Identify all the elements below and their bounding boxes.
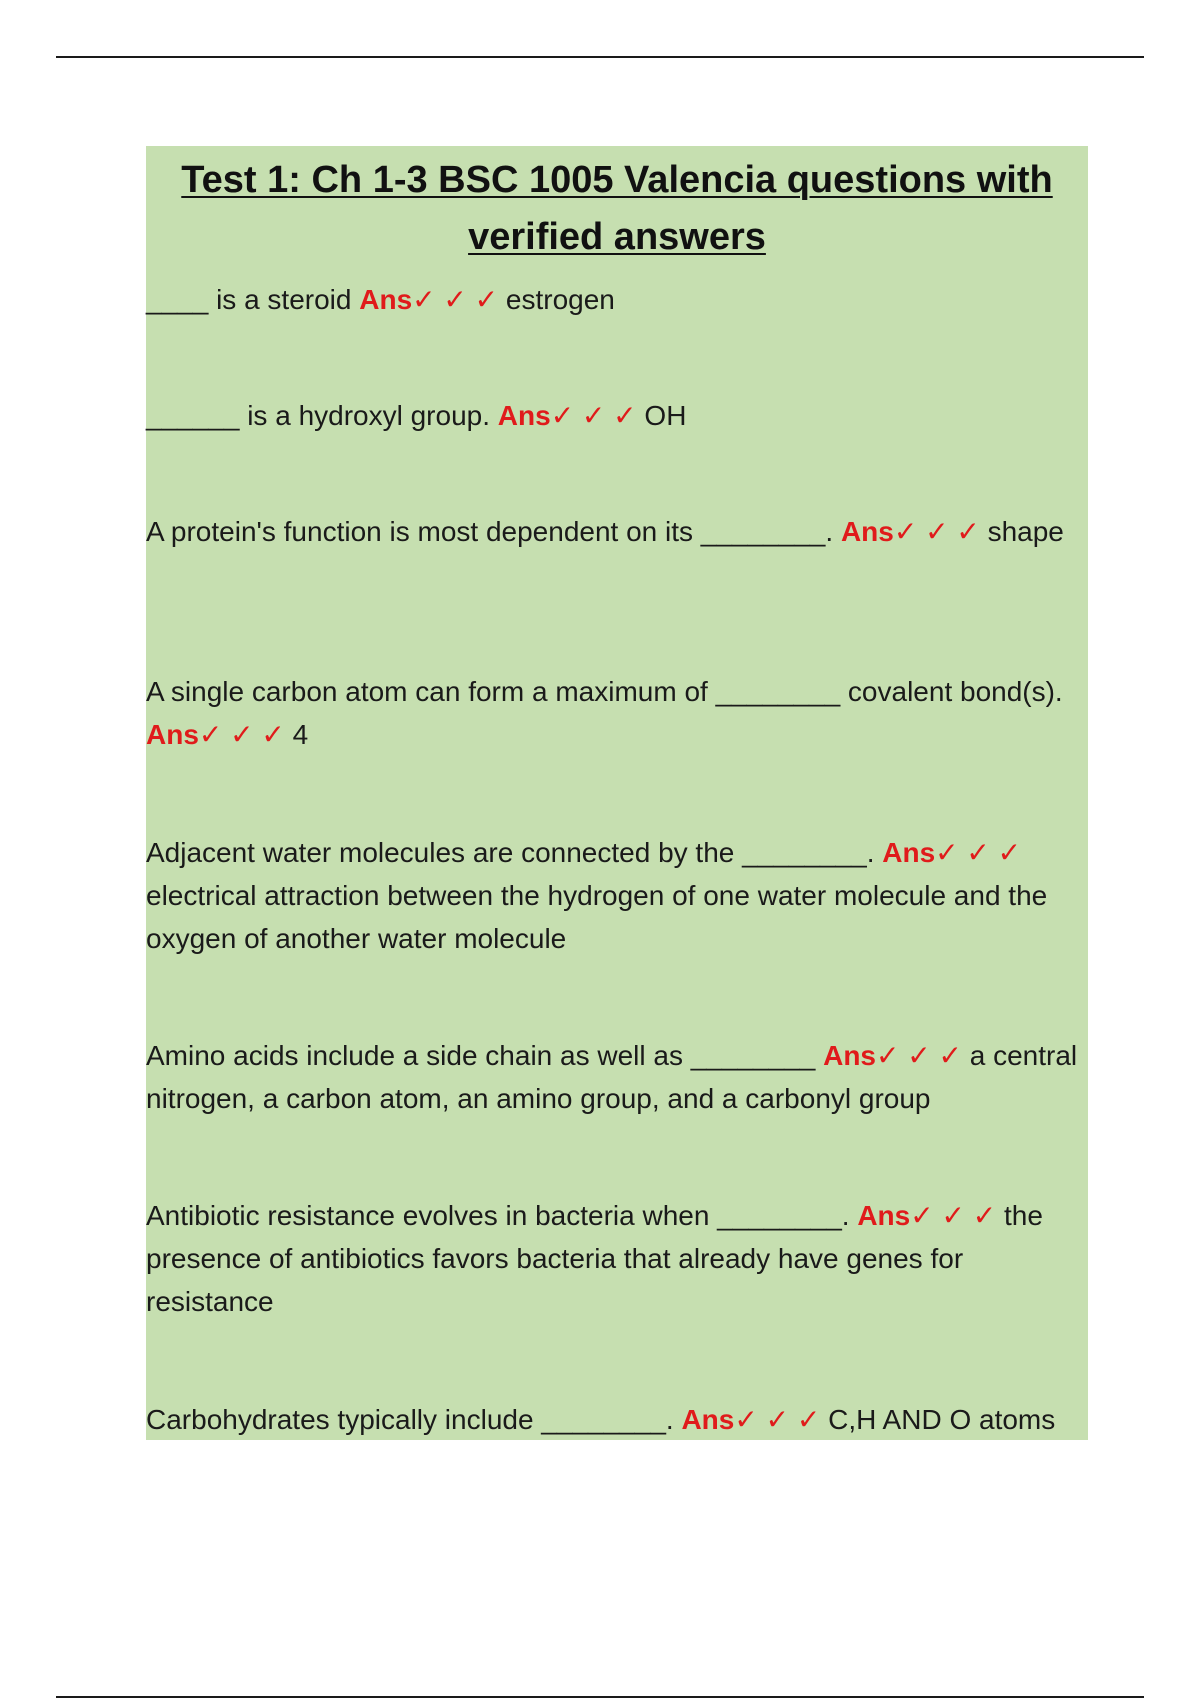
qa-item	[146, 510, 1086, 553]
answer-text: the presence of antibiotics favors bacteria that already have genes for resistance	[146, 1200, 1043, 1317]
qa-block	[146, 146, 1088, 1440]
answer-text: C,H AND O atoms	[820, 1404, 1056, 1435]
ans-label: Ans	[681, 1404, 735, 1435]
ans-label: Ans	[497, 400, 551, 431]
ans-label: Ans	[857, 1200, 911, 1231]
qa-item	[146, 278, 1086, 321]
ans-label: Ans	[359, 284, 413, 315]
question-text: Antibiotic resistance evolves in bacteria when ________.	[146, 1200, 858, 1231]
answer-text: electrical attraction between the hydrogen of one water molecule and the oxygen of another water molecule	[146, 880, 1048, 954]
question-text: ____ is a steroid	[146, 284, 360, 315]
question-text: Amino acids include a side chain as well as ________	[146, 1040, 824, 1071]
bottom-divider	[56, 1696, 1144, 1698]
check-icon: ✓ ✓ ✓	[935, 837, 1022, 868]
check-icon: ✓ ✓ ✓	[550, 400, 637, 431]
ans-label: Ans	[840, 516, 894, 547]
question-text: Adjacent water molecules are connected by the ________.	[146, 837, 883, 868]
answer-text: estrogen	[498, 284, 615, 315]
check-icon: ✓ ✓ ✓	[412, 284, 499, 315]
answer-text: a central nitrogen, a carbon atom, an amino group, and a carbonyl group	[146, 1040, 1078, 1114]
qa-item	[146, 670, 1086, 756]
question-text: ______ is a hydroxyl group.	[146, 400, 498, 431]
answer-text: 4	[284, 719, 309, 750]
ans-label: Ans	[823, 1040, 876, 1071]
document-title: Test 1: Ch 1-3 BSC 1005 Valencia questions with verified answers	[181, 159, 1053, 258]
ans-label: Ans	[882, 837, 936, 868]
answer-text: OH	[636, 400, 687, 431]
check-icon: ✓ ✓ ✓	[734, 1404, 821, 1435]
question-text: A protein's function is most dependent on its ________.	[146, 516, 841, 547]
qa-item	[146, 831, 1086, 960]
qa-item	[146, 1034, 1086, 1120]
check-icon: ✓ ✓ ✓	[876, 1040, 962, 1071]
question-text: A single carbon atom can form a maximum of ________ covalent bond(s).	[146, 676, 1063, 707]
qa-item	[146, 394, 1086, 437]
question-text: Carbohydrates typically include ________.	[146, 1404, 682, 1435]
check-icon: ✓ ✓ ✓	[198, 719, 285, 750]
check-icon: ✓ ✓ ✓	[910, 1200, 997, 1231]
qa-item	[146, 1194, 1086, 1323]
qa-item	[146, 1398, 1086, 1441]
check-icon: ✓ ✓ ✓	[893, 516, 980, 547]
top-divider	[56, 56, 1144, 58]
ans-label: Ans	[146, 719, 199, 750]
answer-text: shape	[979, 516, 1064, 547]
